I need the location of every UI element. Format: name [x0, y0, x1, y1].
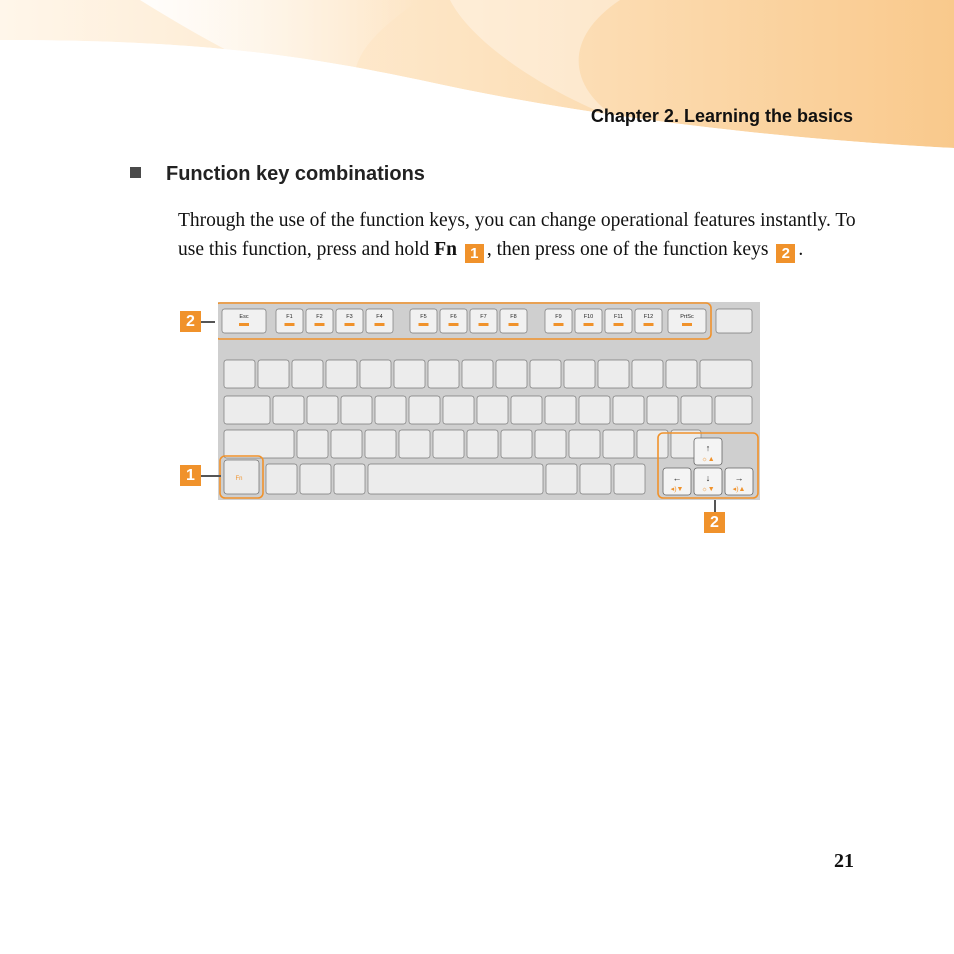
body-paragraph — [178, 206, 858, 264]
key — [496, 360, 527, 388]
function-key-label: F9 — [555, 314, 562, 320]
function-key-label: F6 — [450, 314, 457, 320]
keyboard-illustration — [218, 302, 760, 500]
function-key — [410, 309, 437, 333]
key — [546, 464, 577, 494]
key — [477, 396, 508, 424]
brightness-down-icon: ☼▼ — [701, 485, 715, 493]
key — [224, 430, 294, 458]
key — [579, 396, 610, 424]
function-key-label: F3 — [346, 314, 353, 320]
function-key — [306, 309, 333, 333]
function-key — [222, 309, 266, 333]
key — [462, 360, 493, 388]
key — [580, 464, 611, 494]
function-key-secondary-icon — [479, 323, 489, 326]
callout-leader-line — [201, 321, 215, 323]
callout-leader-line — [714, 500, 716, 512]
key — [613, 396, 644, 424]
function-key-label: F11 — [613, 314, 624, 320]
paragraph-text: Through the use of the function keys, you can change operational features instantly. To use this function, press and hold — [178, 210, 856, 260]
key — [297, 430, 328, 458]
key — [637, 430, 668, 458]
function-key-secondary-icon — [315, 323, 325, 326]
spacebar-key — [368, 464, 543, 494]
left-arrow-icon: ← — [672, 473, 682, 483]
section-title: Function key combinations — [166, 163, 425, 185]
key — [428, 360, 459, 388]
chapter-title: Chapter 2. Learning the basics — [590, 106, 853, 126]
volume-down-icon: ◂)▼ — [670, 485, 684, 493]
key — [443, 396, 474, 424]
down-arrow-icon: ↓ — [705, 473, 711, 483]
volume-up-icon: ◂)▲ — [732, 485, 746, 493]
function-key-secondary-icon — [554, 323, 564, 326]
function-key-secondary-icon — [614, 323, 624, 326]
key — [307, 396, 338, 424]
section-heading — [130, 163, 425, 186]
callout-leader-line — [201, 475, 221, 477]
key — [224, 360, 255, 388]
function-key — [605, 309, 632, 333]
key — [326, 360, 357, 388]
key — [647, 396, 678, 424]
key — [224, 396, 270, 424]
function-key-secondary-icon — [375, 323, 385, 326]
function-key — [336, 309, 363, 333]
key — [360, 360, 391, 388]
function-key — [440, 309, 467, 333]
key — [598, 360, 629, 388]
callout-2-top: 2 — [180, 311, 201, 332]
key — [467, 430, 498, 458]
function-key-secondary-icon — [239, 323, 249, 326]
fn-key — [224, 460, 259, 494]
key — [399, 430, 430, 458]
key — [716, 309, 752, 333]
header-banner — [0, 0, 954, 150]
function-key-label: F4 — [376, 314, 383, 320]
paragraph-text: . — [798, 239, 804, 260]
function-key — [545, 309, 572, 333]
function-key — [575, 309, 602, 333]
key — [365, 430, 396, 458]
function-key — [470, 309, 497, 333]
key — [258, 360, 289, 388]
key — [341, 396, 372, 424]
key — [569, 430, 600, 458]
key — [273, 396, 304, 424]
key — [511, 396, 542, 424]
page-number: 21 — [834, 850, 854, 872]
key — [334, 464, 365, 494]
function-key-secondary-icon — [644, 323, 654, 326]
key — [715, 396, 752, 424]
brightness-up-icon: ☼▲ — [701, 455, 715, 463]
key — [331, 430, 362, 458]
key — [681, 396, 712, 424]
function-key-label: F7 — [480, 314, 487, 320]
function-key-secondary-icon — [449, 323, 459, 326]
key — [545, 396, 576, 424]
key — [409, 396, 440, 424]
key — [666, 360, 697, 388]
function-key-label: F12 — [643, 314, 654, 320]
key — [614, 464, 645, 494]
callout-2-bottom: 2 — [704, 512, 725, 533]
key — [632, 360, 663, 388]
function-key — [276, 309, 303, 333]
key — [603, 430, 634, 458]
key — [501, 430, 532, 458]
key — [535, 430, 566, 458]
function-key-secondary-icon — [419, 323, 429, 326]
function-key — [366, 309, 393, 333]
function-key-label: F5 — [420, 314, 427, 320]
key — [300, 464, 331, 494]
callout-1: 1 — [180, 465, 201, 486]
function-key-label: PrtSc — [680, 314, 694, 320]
function-key-secondary-icon — [584, 323, 594, 326]
function-key-label: F1 — [286, 314, 293, 320]
key — [564, 360, 595, 388]
callout-badge-2: 2 — [776, 244, 795, 263]
key — [394, 360, 425, 388]
function-key-secondary-icon — [285, 323, 295, 326]
function-key — [668, 309, 706, 333]
key — [530, 360, 561, 388]
function-key — [500, 309, 527, 333]
paragraph-text: , then press one of the function keys — [486, 239, 774, 260]
key — [266, 464, 297, 494]
up-arrow-icon: ↑ — [705, 443, 711, 453]
fn-key-label: Fn — [235, 476, 243, 482]
square-bullet-icon — [130, 167, 141, 178]
function-row — [222, 309, 752, 333]
key — [700, 360, 752, 388]
function-key — [635, 309, 662, 333]
function-key-label: F2 — [316, 314, 323, 320]
function-key-secondary-icon — [509, 323, 519, 326]
callout-badge-1: 1 — [465, 244, 484, 263]
function-key-label: Esc — [239, 314, 249, 320]
key — [433, 430, 464, 458]
key — [375, 396, 406, 424]
function-key-label: F10 — [583, 314, 594, 320]
fn-key-label: Fn — [434, 239, 457, 260]
function-key-secondary-icon — [345, 323, 355, 326]
right-arrow-icon: → — [734, 473, 744, 483]
function-key-label: F8 — [510, 314, 517, 320]
function-key-secondary-icon — [682, 323, 692, 326]
key — [292, 360, 323, 388]
